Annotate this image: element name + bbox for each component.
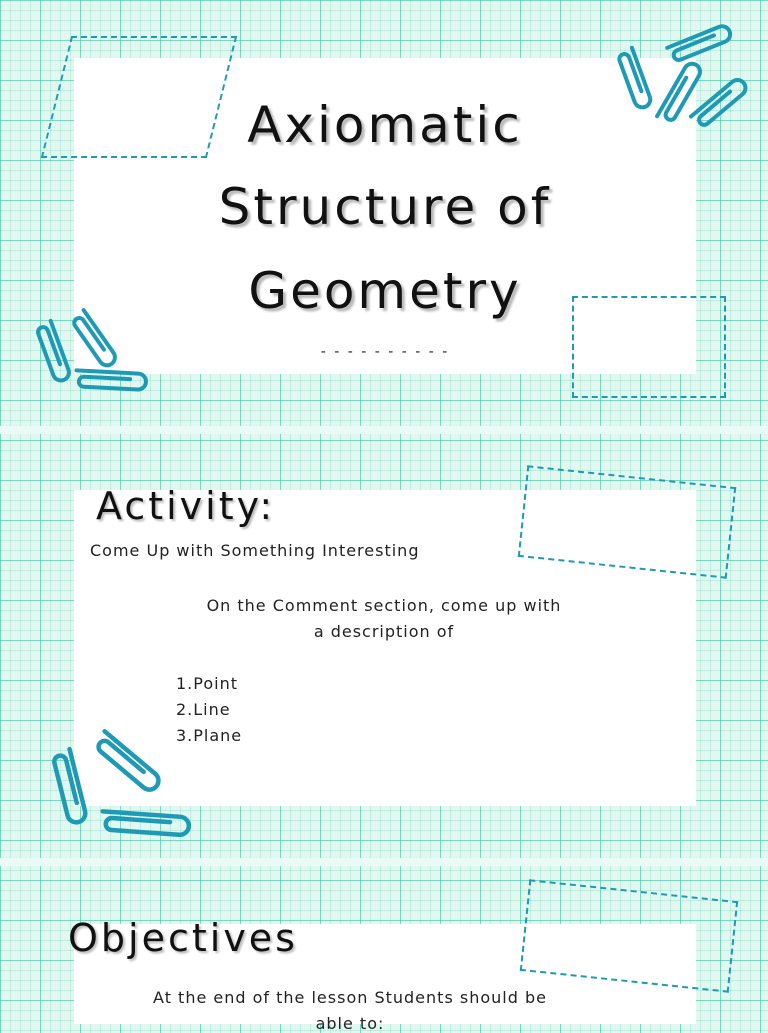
page-title-line2: Structure of — [218, 178, 552, 236]
paperclip-icon — [608, 26, 748, 136]
page-title-line3: Geometry — [248, 262, 522, 320]
page-title-line1: Axiomatic — [247, 96, 523, 154]
objectives-heading: Objectives — [68, 916, 298, 960]
activity-subtitle: Come Up with Something Interesting — [90, 541, 420, 560]
slide-separator — [0, 858, 768, 866]
title-divider: - - - - - - - - - - — [320, 344, 450, 360]
paperclip-icon — [30, 300, 150, 400]
activity-instruction-line2: a description of — [313, 622, 455, 641]
list-item: 1.Point — [176, 674, 238, 693]
paperclip-icon — [40, 724, 190, 844]
list-item: 3.Plane — [176, 726, 243, 745]
slide-separator — [0, 426, 768, 434]
activity-instruction-line1: On the Comment section, come up with — [206, 596, 562, 615]
list-item: 2.Line — [176, 700, 231, 719]
activity-heading: Activity: — [96, 484, 276, 528]
objectives-text-line1: At the end of the lesson Students should be — [153, 988, 547, 1007]
objectives-text-line2: able to: — [315, 1014, 385, 1033]
